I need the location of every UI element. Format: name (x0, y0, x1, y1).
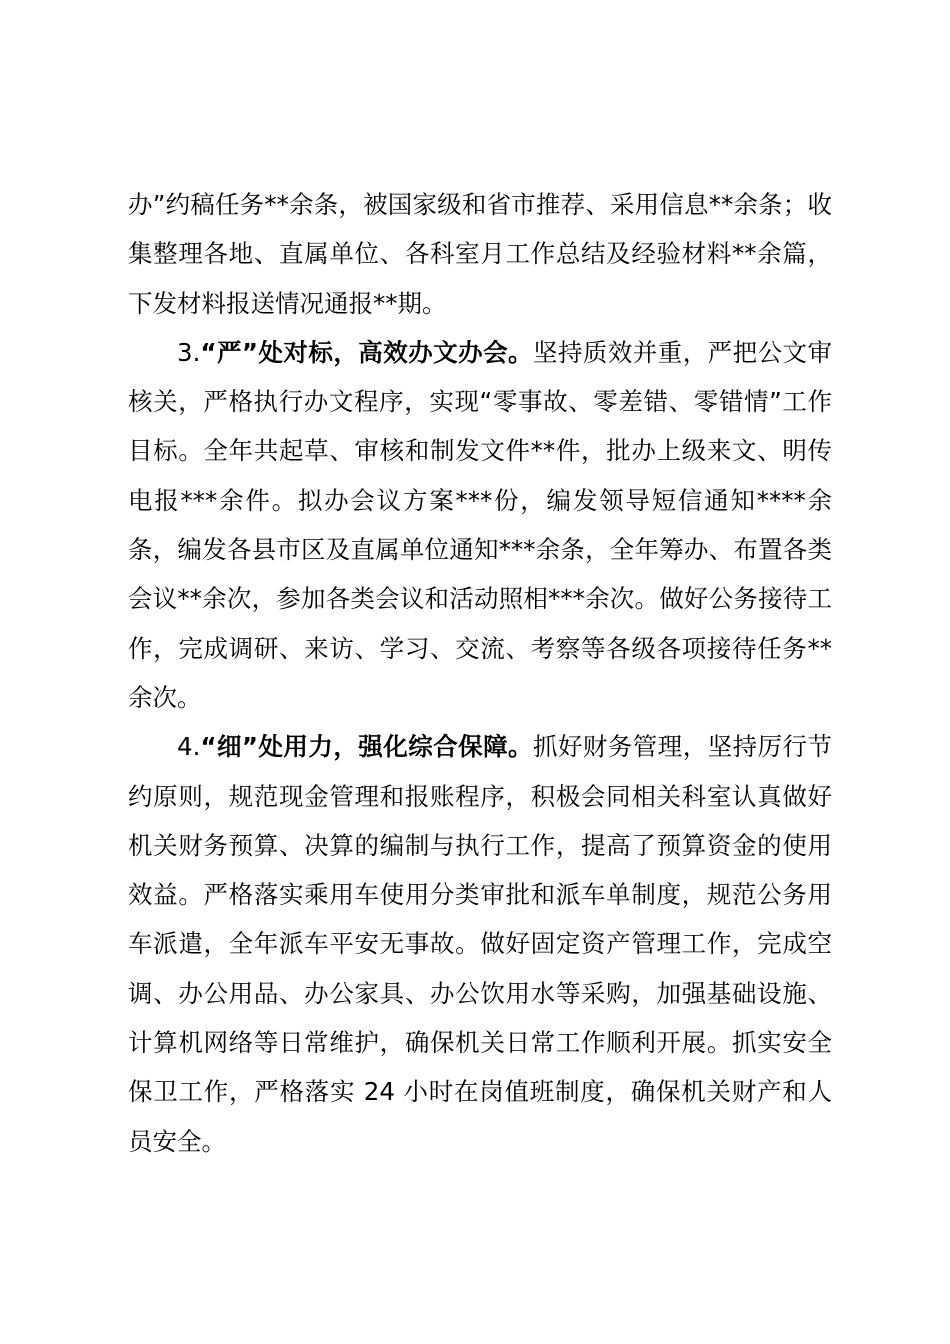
document-page (128, 180, 832, 1166)
section-body: 坚持质效并重，严把公文审核关，严格执行办文程序，实现“零事故、零差错、零错情”工作目标。全年共起草、审核和制发文件**件，批办上级来文、明传电报***余件。拟办会议方案***份，编发领导短信通知****余条，编发各县市区及直属单位通知***余条，全年筹办、布置各类会议**余次，参加各类会议和活动照相***余次。做好公务接待工作，完成调研、来访、学习、交流、考察等各级各项接待任务**余次。 (128, 337, 833, 712)
paragraph-section-4 (128, 722, 832, 1166)
section-body: 抓好财务管理，坚持厉行节约原则，规范现金管理和报账程序，积极会同相关科室认真做好机关财务预算、决算的编制与执行工作，提高了预算资金的使用效益。严格落实乘用车使用分类审批和派车单制度，规范公务用车派遣，全年派车平安无事故。做好固定资产管理工作，完成空调、办公用品、办公家具、办公饮用水等采购，加强基础设施、计算机网络等日常维护，确保机关日常工作顺利开展。抓实安全保卫工作，严格落实 24 小时在岗值班制度，确保机关财产和人员安全。 (128, 732, 833, 1156)
section-heading: “严”处对标，高效办文办会。 (200, 337, 533, 367)
section-number: 3. (177, 337, 201, 367)
section-number: 4. (177, 732, 201, 762)
paragraph-section-3 (128, 328, 832, 722)
paragraph-text: 办”约稿任务**余条，被国家级和省市推荐、采用信息**余条；收集整理各地、直属单位、各科室月工作总结及经验材料**余篇，下发材料报送情况通报**期。 (128, 190, 832, 318)
paragraph-continuation (128, 180, 832, 328)
section-heading: “细”处用力，强化综合保障。 (200, 732, 533, 762)
